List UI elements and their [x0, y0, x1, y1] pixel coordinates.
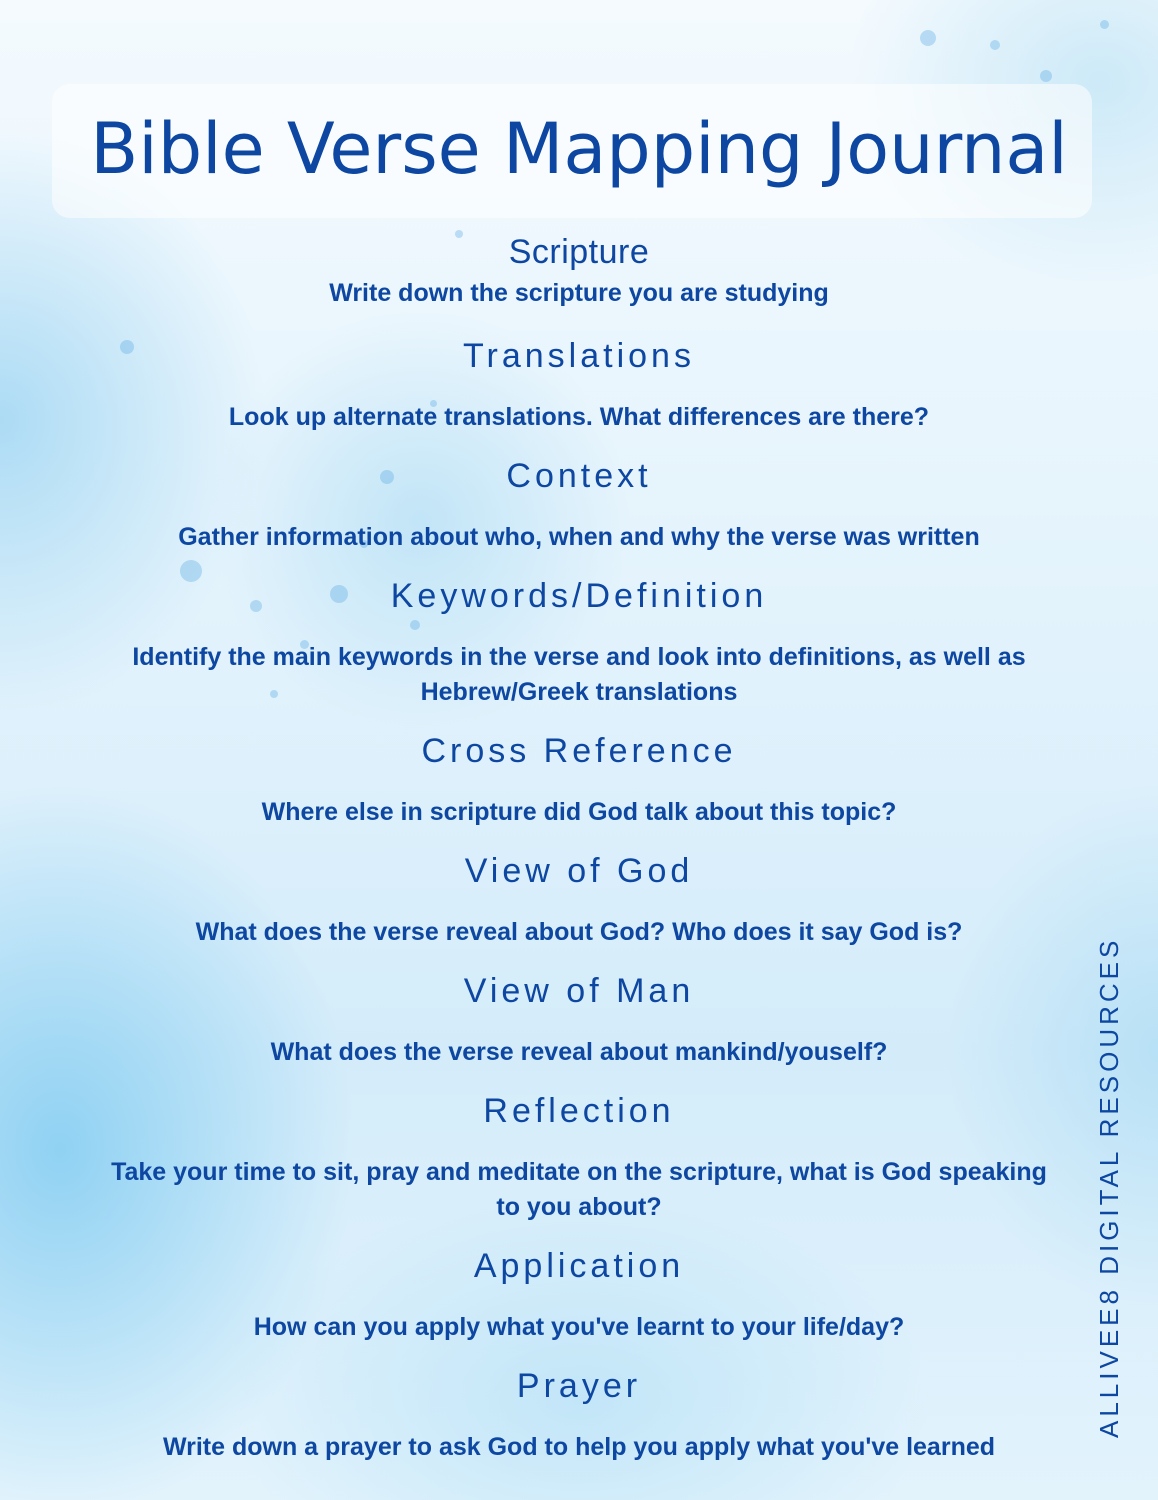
section-context — [0, 452, 1158, 572]
section-cross-reference — [0, 727, 1158, 847]
section-heading: Cross Reference — [421, 732, 737, 770]
section-heading: Scripture — [508, 233, 650, 271]
sections-list — [0, 230, 1158, 1482]
page-title: Bible Verse Mapping Journal — [90, 108, 1068, 190]
section-description: Look up alternate translations. What differences are there? — [228, 403, 930, 431]
section-description: Identify the main keywords in the verse and look into definitions, as well as Hebrew/Greek translations — [132, 643, 1026, 706]
section-heading: View of God — [464, 852, 694, 890]
section-description: What does the verse reveal about mankind/youself? — [270, 1038, 888, 1066]
section-heading: Prayer — [516, 1367, 642, 1405]
section-description: Write down a prayer to ask God to help you apply what you've learned — [162, 1433, 996, 1461]
section-description: How can you apply what you've learnt to your life/day? — [253, 1313, 905, 1341]
section-description: Write down the scripture you are studying — [329, 279, 829, 307]
section-heading: Context — [506, 457, 652, 495]
section-description: Where else in scripture did God talk about this topic? — [261, 798, 897, 826]
section-application — [0, 1242, 1158, 1362]
section-heading: Application — [473, 1247, 685, 1285]
section-description: Gather information about who, when and why the verse was written — [178, 523, 980, 551]
section-keywords — [0, 572, 1158, 727]
section-heading: Keywords/Definition — [390, 577, 768, 615]
vertical-brand-label: ALLIVEE8 DIGITAL RESOURCES — [1094, 936, 1124, 1438]
section-heading: Translations — [463, 337, 695, 375]
section-prayer — [0, 1362, 1158, 1482]
section-scripture — [0, 230, 1158, 332]
section-translations — [0, 332, 1158, 452]
section-view-of-man — [0, 967, 1158, 1087]
section-heading: View of Man — [463, 972, 695, 1010]
section-description: What does the verse reveal about God? Who does it say God is? — [195, 918, 963, 946]
section-reflection — [0, 1087, 1158, 1242]
section-view-of-god — [0, 847, 1158, 967]
section-heading: Reflection — [483, 1092, 675, 1130]
section-description: Take your time to sit, pray and meditate on the scripture, what is God speaking to you about? — [111, 1158, 1047, 1221]
